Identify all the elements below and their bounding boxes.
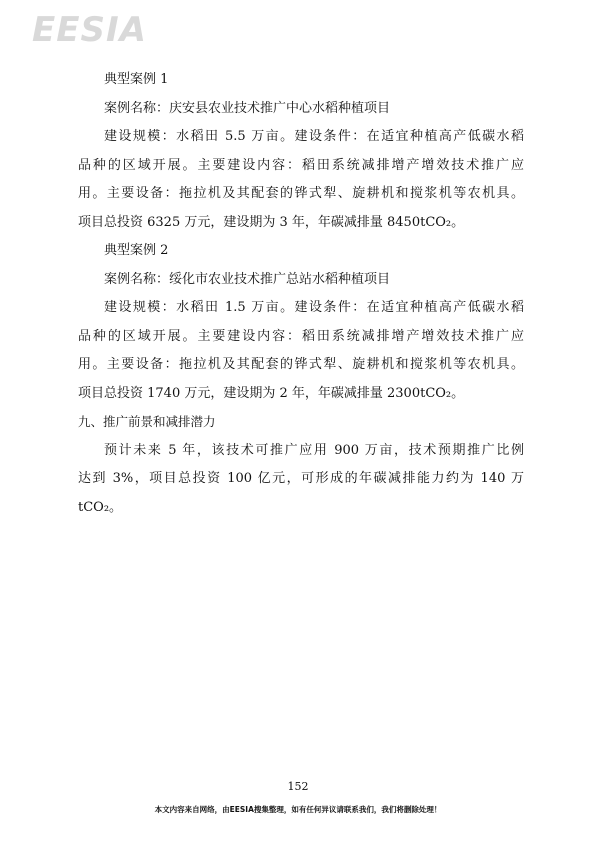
case1-name: 案例名称：庆安县农业技术推广中心水稻种植项目 xyxy=(104,100,391,116)
footer-disclaimer: 本文内容来自网络，由EESIA搜集整理，如有任何异议请联系我们，我们将删除处理！ xyxy=(154,805,442,814)
case1-paragraph-line: 建设规模：水稻田 5.5 万亩。建设条件：在适宜种植高产低碳水稻 xyxy=(104,129,524,144)
case2-paragraph-line: 建设规模：水稻田 1.5 万亩。建设条件：在适宜种植高产低碳水稻 xyxy=(104,300,524,315)
section-paragraph-line: tCO₂。 xyxy=(78,499,123,515)
section-paragraph-line: 达到 3%，项目总投资 100 亿元，可形成的年碳减排能力约为 140 万 xyxy=(78,471,524,486)
case2-name: 案例名称：绥化市农业技术推广总站水稻种植项目 xyxy=(104,271,391,287)
document-body xyxy=(78,66,524,522)
case2-heading: 典型案例 2 xyxy=(104,243,169,258)
section-heading: 九、推广前景和减排潜力 xyxy=(78,414,216,429)
case1-paragraph-line: 项目总投资 6325 万元，建设期为 3 年，年碳减排量 8450tCO₂。 xyxy=(78,214,465,230)
case1-paragraph-line: 品种的区域开展。主要建设内容：稻田系统减排增产增效技术推广应 xyxy=(78,157,524,173)
case2-paragraph-line: 品种的区域开展。主要建设内容：稻田系统减排增产增效技术推广应 xyxy=(78,328,524,344)
page-number: 152 xyxy=(287,780,309,793)
case2-paragraph-line: 项目总投资 1740 万元，建设期为 2 年，年碳减排量 2300tCO₂。 xyxy=(78,385,465,401)
case2-paragraph-line: 用。主要设备：拖拉机及其配套的铧式犁、旋耕机和搅浆机等农机具。 xyxy=(78,357,524,372)
eesia-logo: EESIA xyxy=(32,10,147,50)
case1-heading: 典型案例 1 xyxy=(104,72,169,87)
case1-paragraph-line: 用。主要设备：拖拉机及其配套的铧式犁、旋耕机和搅浆机等农机具。 xyxy=(78,186,524,201)
section-paragraph-line: 预计未来 5 年，该技术可推广应用 900 万亩，技术预期推广比例 xyxy=(104,442,524,458)
